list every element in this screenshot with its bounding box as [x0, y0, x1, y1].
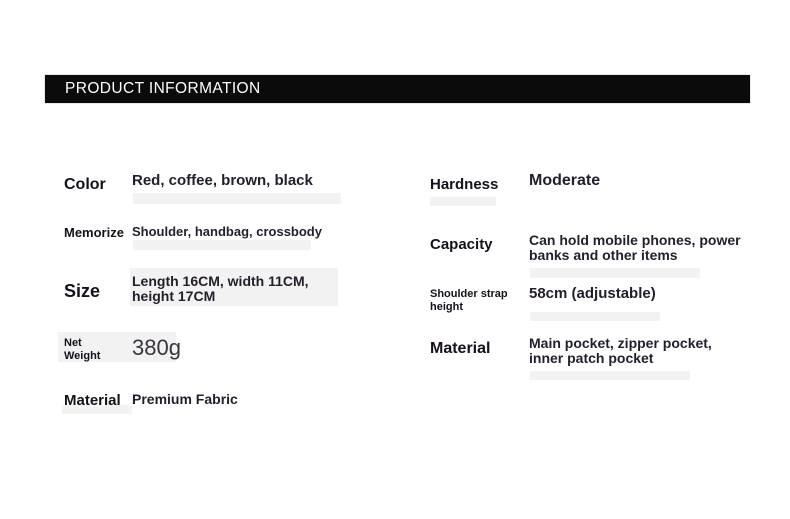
- spec-label-material-left: Material: [64, 392, 121, 409]
- spec-label-memorize: Memorize: [64, 225, 124, 240]
- highlight-shade: [530, 268, 700, 278]
- spec-label-color: Color: [64, 176, 106, 193]
- spec-value-color: Red, coffee, brown, black: [132, 172, 313, 189]
- spec-label-net-weight: Net Weight: [64, 337, 101, 362]
- spec-label-shoulder-strap-height: Shoulder strap height: [430, 288, 508, 313]
- spec-value-memorize: Shoulder, handbag, crossbody: [132, 224, 322, 239]
- spec-label-material-right: Material: [430, 340, 491, 357]
- spec-value-size: Length 16CM, width 11CM, height 17CM: [132, 273, 309, 304]
- spec-label-hardness: Hardness: [430, 176, 499, 193]
- highlight-shade: [430, 197, 496, 206]
- spec-value-shoulder-strap-height: 58cm (adjustable): [529, 285, 656, 302]
- highlight-shade: [530, 371, 690, 380]
- spec-value-net-weight: 380g: [132, 335, 181, 360]
- highlight-shade: [530, 312, 660, 321]
- section-header: [45, 75, 750, 103]
- spec-value-hardness: Moderate: [529, 172, 601, 189]
- highlight-shade: [133, 240, 311, 250]
- spec-value-material-right: Main pocket, zipper pocket, inner patch pocket: [529, 335, 712, 366]
- spec-label-size: Size: [64, 281, 101, 301]
- spec-label-capacity: Capacity: [430, 236, 493, 253]
- section-title: PRODUCT INFORMATION: [65, 80, 261, 97]
- highlight-shade: [133, 193, 341, 204]
- spec-value-material-left: Premium Fabric: [132, 391, 238, 407]
- spec-value-capacity: Can hold mobile phones, power banks and other items: [529, 232, 741, 263]
